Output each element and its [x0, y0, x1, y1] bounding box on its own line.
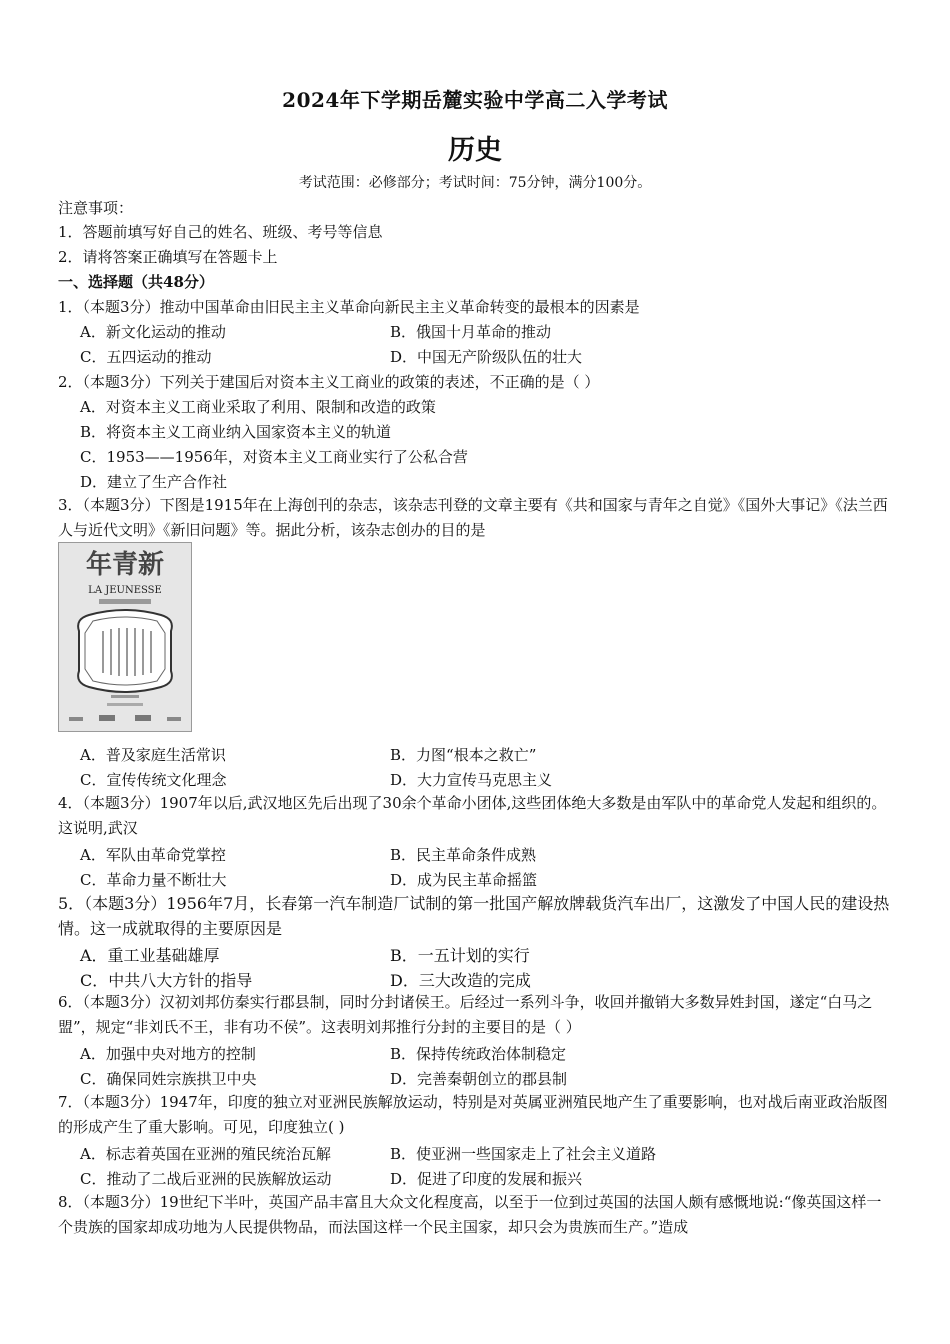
question-4-stem: 4．（本题3分）1907年以后,武汉地区先后出现了30余个革命小团体,这些团体绝大多数是由军队中的革命党人发起和组织的。这说明,武汉	[58, 794, 887, 837]
subject-title: 历史	[448, 135, 502, 166]
question-5-stem: 5．（本题3分）1956年7月，长春第一汽车制造厂试制的第一批国产解放牌载货汽车出厂，这激发了中国人民的建设热情。这一成就取得的主要原因是	[58, 894, 890, 938]
question-3-stem: 3．（本题3分）下图是1915年在上海创刊的杂志，该杂志刊登的文章主要有《共和国家与青年之自觉》《国外大事记》《法兰西人与近代文明》《新旧问题》等。据此分析，该杂志创办的目的是	[58, 496, 888, 539]
question-2-option-d: D．建立了生产合作社	[80, 473, 228, 491]
question-2-option-a: A．对资本主义工商业采取了利用、限制和改造的政策	[80, 398, 436, 416]
note-item-1: 1．答题前填写好自己的姓名、班级、考号等信息	[58, 223, 383, 241]
question-1-stem: 1．（本题3分）推动中国革命由旧民主主义革命向新民主主义革命转变的最根本的因素是	[58, 298, 640, 316]
magazine-latin-title: LA JEUNESSE	[88, 585, 162, 596]
question-1-option-a: A．新文化运动的推动	[80, 323, 226, 341]
question-3-option-a: A．普及家庭生活常识	[80, 746, 226, 764]
question-7-option-b: B．使亚洲一些国家走上了社会主义道路	[390, 1145, 657, 1163]
question-8-stem: 8．（本题3分）19世纪下半叶，英国产品丰富且大众文化程度高，以至于一位到过英国的法国人颇有感慨地说:“像英国这样一个贵族的国家却成功地为人民提供物品，而法国这样一个民主国家，却只会为贵族而生产。”造成	[58, 1193, 882, 1236]
section-heading: 一、选择题（共48分）	[58, 273, 214, 291]
question-7-option-d: D．促进了印度的发展和振兴	[390, 1170, 583, 1188]
question-3-option-b: B．力图“根本之救亡”	[390, 746, 537, 764]
question-6-option-b: B．保持传统政治体制稳定	[390, 1045, 567, 1063]
question-4-option-d: D．成为民主革命摇篮	[390, 871, 538, 889]
question-5-option-c: C．中共八大方针的指导	[80, 971, 253, 990]
magazine-cover-image	[58, 542, 192, 732]
question-3-option-d: D．大力宣传马克思主义	[390, 771, 553, 789]
question-4-option-a: A．军队由革命党掌控	[80, 846, 226, 864]
question-5-option-b: B．一五计划的实行	[390, 946, 530, 965]
question-2-option-c: C．1953——1956年，对资本主义工商业实行了公私合营	[80, 448, 468, 466]
question-6-stem: 6．（本题3分）汉初刘邦仿秦实行郡县制，同时分封诸侯王。后经过一系列斗争，收回并撤销大多数异姓封国，遂定“白马之盟”，规定“非刘氏不王，非有功不侯”。这表明刘邦推行分封的主要目的是（ ）	[58, 993, 873, 1036]
exam-info: 考试范围：必修部分；考试时间：75分钟，满分100分。	[298, 175, 652, 191]
note-item-2: 2．请将答案正确填写在答题卡上	[58, 248, 278, 266]
question-6-option-a: A．加强中央对地方的控制	[80, 1045, 256, 1063]
question-5-option-d: D．三大改造的完成	[390, 971, 531, 990]
question-4-option-b: B．民主革命条件成熟	[390, 846, 537, 864]
question-4-option-c: C．革命力量不断壮大	[80, 871, 227, 889]
question-1-option-b: B．俄国十月革命的推动	[390, 323, 552, 341]
question-7-option-a: A．标志着英国在亚洲的殖民统治瓦解	[80, 1145, 331, 1163]
question-6-option-d: D．完善秦朝创立的郡县制	[390, 1070, 568, 1088]
question-3-option-c: C．宣传传统文化理念	[80, 771, 227, 789]
question-7-option-c: C．推动了二战后亚洲的民族解放运动	[80, 1170, 332, 1188]
question-7-stem: 7．（本题3分）1947年，印度的独立对亚洲民族解放运动，特别是对英属亚洲殖民地产生了重要影响，也对战后南亚政治版图的形成产生了重大影响。可见，印度独立( )	[58, 1093, 888, 1136]
notes-heading: 注意事项：	[58, 199, 134, 217]
magazine-title-chars: 年青新	[85, 550, 165, 580]
exam-title: 2024年下学期岳麓实验中学高二入学考试	[282, 88, 668, 112]
question-2-stem: 2．（本题3分）下列关于建国后对资本主义工商业的政策的表述，不正确的是（ ）	[58, 373, 600, 391]
magazine-cover-illustration	[59, 543, 191, 731]
question-1-option-d: D．中国无产阶级队伍的壮大	[390, 348, 583, 366]
question-5-option-a: A．重工业基础雄厚	[80, 946, 220, 965]
question-1-option-c: C．五四运动的推动	[80, 348, 212, 366]
question-6-option-c: C．确保同姓宗族拱卫中央	[80, 1070, 257, 1088]
question-2-option-b: B．将资本主义工商业纳入国家资本主义的轨道	[80, 423, 392, 441]
